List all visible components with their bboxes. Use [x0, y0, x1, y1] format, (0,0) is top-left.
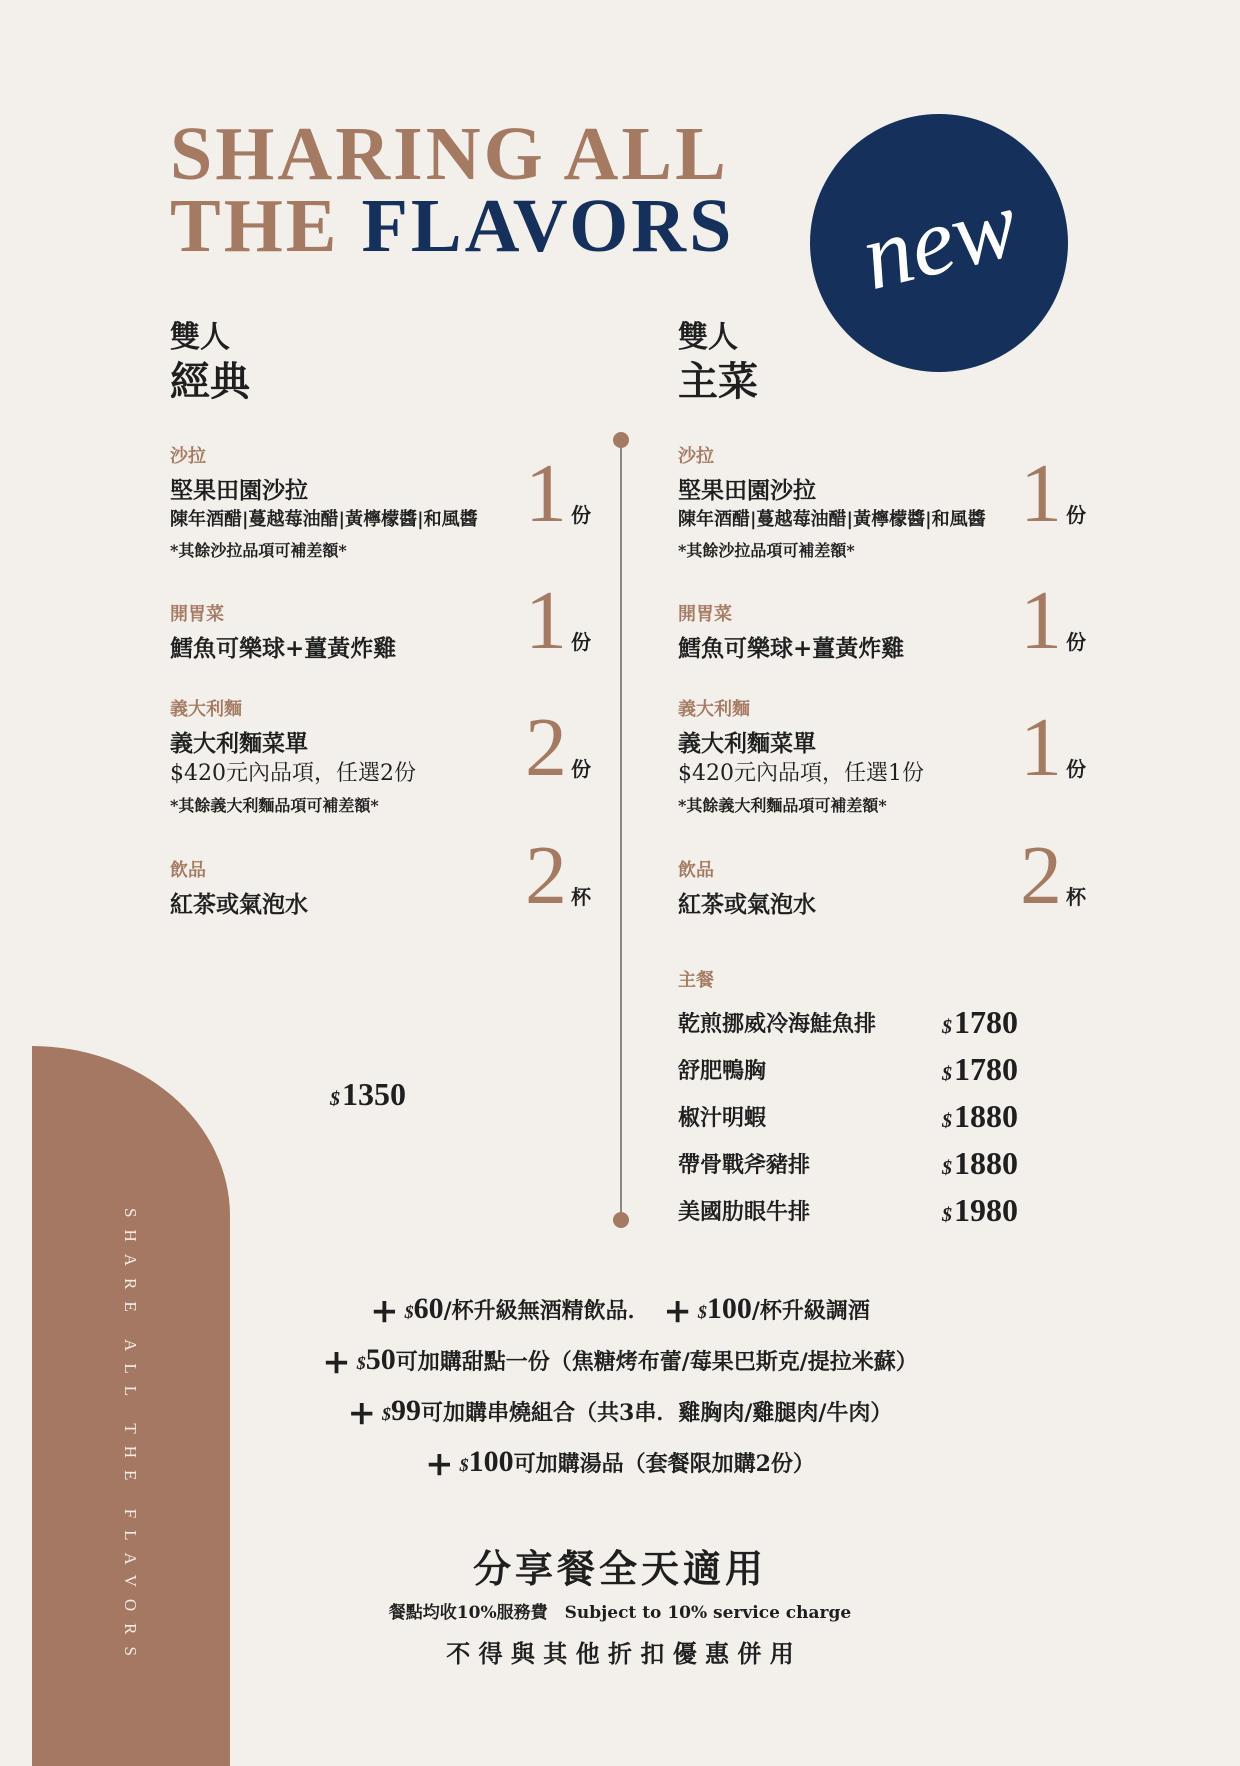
right-qty-appetizer: [1020, 574, 1086, 667]
plus-icon: +: [425, 1444, 454, 1484]
service-charge-notice: 餐點均收10%服務費 Subject to 10% service charge: [388, 1603, 852, 1623]
divider-dot-top: [613, 432, 629, 448]
main-name: 舒肥鴨胸: [678, 1058, 767, 1084]
upgrade-line: [240, 1336, 1000, 1387]
right-heading: [678, 318, 758, 406]
right-item-pasta: [678, 695, 1008, 821]
all-day-notice: 分享餐全天適用: [472, 1546, 767, 1591]
qty-number: 1: [525, 574, 567, 667]
left-item-salad: [170, 442, 500, 566]
upgrade-text: 可加購湯品（套餐限加購2份）: [513, 1451, 815, 1477]
main-row: [678, 1140, 1018, 1187]
plus-icon: +: [347, 1393, 377, 1433]
item-name: 紅茶或氣泡水: [678, 891, 816, 918]
qty-unit: 份: [1066, 630, 1086, 654]
item-options: $420元內品項，任選2份: [170, 761, 416, 786]
qty-unit: 杯: [1066, 885, 1086, 909]
qty-number: 2: [1020, 829, 1062, 922]
category-label: 義大利麵: [170, 699, 242, 720]
item-options: $420元內品項，任選1份: [678, 761, 924, 786]
page-title: [170, 112, 735, 268]
column-divider: [620, 440, 622, 1220]
right-item-drink: [678, 856, 1008, 920]
left-item-appetizer: [170, 600, 500, 664]
right-qty-salad: [1020, 447, 1086, 540]
category-label: 沙拉: [170, 446, 206, 467]
left-set-price: [330, 1076, 406, 1113]
qty-unit: 份: [571, 630, 591, 654]
upgrade-amount: 100: [706, 1292, 752, 1325]
right-item-salad: [678, 442, 1008, 566]
currency-symbol: $: [356, 1353, 366, 1373]
currency-symbol: $: [382, 1404, 392, 1424]
title-line-2b: FLAVORS: [361, 184, 735, 268]
item-note: *其餘義大利麵品項可補差額*: [678, 796, 887, 815]
upgrade-line: [240, 1438, 1000, 1489]
title-line-2a: THE: [170, 184, 362, 268]
qty-number: 1: [1020, 447, 1062, 540]
upgrade-text: /杯升級調酒: [751, 1298, 870, 1324]
qty-unit: 份: [1066, 757, 1086, 781]
upgrade-line: [240, 1387, 1000, 1438]
divider-dot-bottom: [613, 1212, 629, 1228]
main-price: [942, 1098, 1018, 1135]
main-name: 帶骨戰斧豬排: [678, 1152, 811, 1178]
upgrade-text: /杯升級無酒精飲品．: [443, 1298, 650, 1324]
category-label: 沙拉: [678, 446, 714, 467]
upgrade-amount: 50: [365, 1343, 396, 1376]
new-badge-text: new: [851, 168, 1027, 310]
qty-unit: 杯: [571, 885, 591, 909]
qty-number: 2: [525, 829, 567, 922]
currency-symbol: $: [330, 1088, 340, 1110]
item-name: 義大利麵菜單: [678, 730, 816, 757]
qty-unit: 份: [571, 503, 591, 527]
main-row: [678, 1093, 1018, 1140]
price-value: 1350: [342, 1076, 406, 1112]
category-label: 開胃菜: [170, 604, 224, 625]
left-qty-pasta: [525, 701, 591, 794]
plus-icon: +: [370, 1291, 399, 1331]
main-price: [942, 1145, 1018, 1182]
upgrade-amount: 99: [391, 1394, 422, 1427]
left-heading-line1: 雙人: [170, 320, 230, 355]
item-note: *其餘義大利麵品項可補差額*: [170, 796, 379, 815]
left-qty-salad: [525, 447, 591, 540]
right-heading-line2: 主菜: [678, 358, 758, 405]
upgrade-amount: 100: [468, 1445, 514, 1478]
price-value: 1980: [954, 1192, 1018, 1228]
mains-list: [678, 999, 1018, 1234]
upgrade-amount: 60: [413, 1292, 444, 1325]
item-name: 鱈魚可樂球+薑黃炸雞: [170, 635, 397, 662]
currency-symbol: $: [942, 1016, 952, 1038]
upgrade-text: 可加購串燒組合（共3串．雞胸肉/雞腿肉/牛肉）: [421, 1400, 893, 1426]
price-value: 1880: [954, 1145, 1018, 1181]
item-name: 紅茶或氣泡水: [170, 891, 308, 918]
main-price: [942, 1004, 1018, 1041]
qty-unit: 份: [571, 757, 591, 781]
main-name: 乾煎挪威冷海鮭魚排: [678, 1011, 877, 1037]
category-label: 飲品: [170, 860, 206, 881]
right-heading-line1: 雙人: [678, 320, 738, 355]
main-row: [678, 999, 1018, 1046]
main-price: [942, 1051, 1018, 1088]
right-item-appetizer: [678, 600, 1008, 664]
currency-symbol: $: [942, 1063, 952, 1085]
currency-symbol: $: [404, 1302, 414, 1322]
main-name: 美國肋眼牛排: [678, 1199, 811, 1225]
left-item-drink: [170, 856, 500, 920]
item-name: 堅果田園沙拉: [678, 477, 816, 504]
qty-number: 1: [1020, 701, 1062, 794]
category-label: 開胃菜: [678, 604, 732, 625]
mains-category-label: 主餐: [678, 970, 714, 991]
qty-number: 1: [1020, 574, 1062, 667]
title-line-1: SHARING ALL: [170, 112, 729, 196]
upgrade-text: 可加購甜點一份（焦糖烤布蕾/莓果巴斯克/提拉米蘇）: [395, 1349, 918, 1375]
main-name: 椒汁明蝦: [678, 1105, 767, 1131]
no-combine-notice: 不 得 與 其 他 折 扣 優 惠 併 用: [446, 1639, 794, 1668]
upgrade-line: [240, 1285, 1000, 1336]
left-qty-drink: [525, 829, 591, 922]
item-options: 陳年酒醋|蔓越莓油醋|黃檸檬醬|和風醬: [678, 509, 986, 530]
currency-symbol: $: [942, 1157, 952, 1179]
currency-symbol: $: [459, 1455, 469, 1475]
left-heading: [170, 318, 250, 406]
price-value: 1780: [954, 1004, 1018, 1040]
left-heading-line2: 經典: [170, 358, 250, 405]
item-note: *其餘沙拉品項可補差額*: [678, 541, 855, 560]
right-qty-drink: [1020, 829, 1086, 922]
item-name: 堅果田園沙拉: [170, 477, 308, 504]
currency-symbol: $: [942, 1204, 952, 1226]
main-row: [678, 1187, 1018, 1234]
main-price: [942, 1192, 1018, 1229]
plus-icon: +: [663, 1291, 692, 1331]
category-label: 義大利麵: [678, 699, 750, 720]
currency-symbol: $: [942, 1110, 952, 1132]
left-qty-appetizer: [525, 574, 591, 667]
qty-unit: 份: [1066, 503, 1086, 527]
item-note: *其餘沙拉品項可補差額*: [170, 541, 347, 560]
upgrade-options: [240, 1285, 1000, 1489]
qty-number: 1: [525, 447, 567, 540]
price-value: 1780: [954, 1051, 1018, 1087]
right-qty-pasta: [1020, 701, 1086, 794]
category-label: 飲品: [678, 860, 714, 881]
left-item-pasta: [170, 695, 500, 821]
price-value: 1880: [954, 1098, 1018, 1134]
currency-symbol: $: [697, 1302, 707, 1322]
item-options: 陳年酒醋|蔓越莓油醋|黃檸檬醬|和風醬: [170, 509, 478, 530]
item-name: 義大利麵菜單: [170, 730, 308, 757]
qty-number: 2: [525, 701, 567, 794]
item-name: 鱈魚可樂球+薑黃炸雞: [678, 635, 905, 662]
main-row: [678, 1046, 1018, 1093]
side-slogan: SHARE ALL THE FLAVORS: [121, 1208, 140, 1668]
new-badge: [810, 114, 1068, 372]
plus-icon: +: [322, 1342, 351, 1382]
